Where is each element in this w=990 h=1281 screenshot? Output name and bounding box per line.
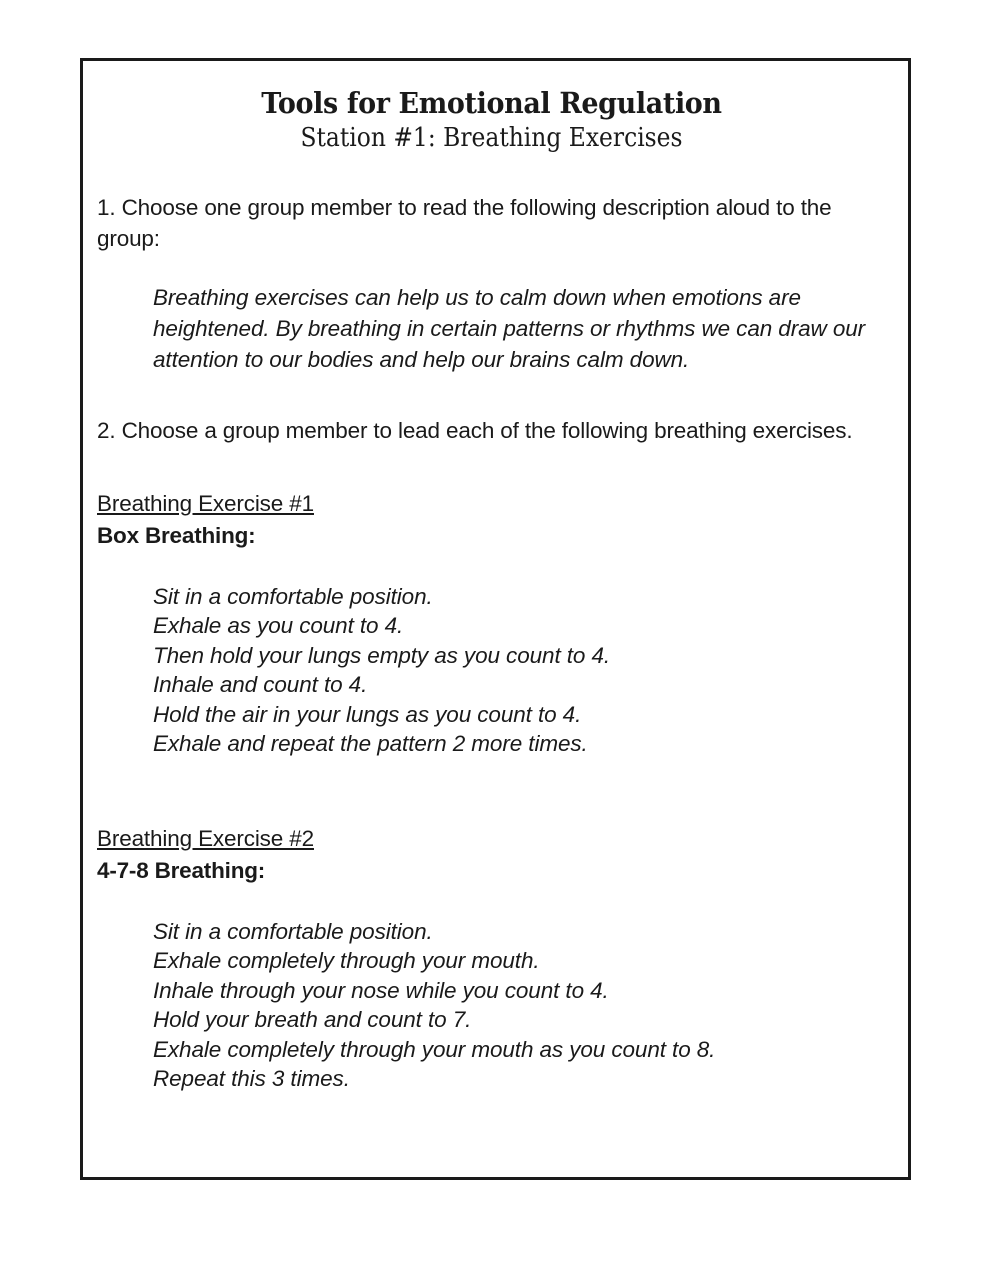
worksheet-page-frame — [80, 58, 911, 1180]
page-subtitle: Station #1: Breathing Exercises — [300, 123, 683, 154]
step-line: Sit in a comfortable position. — [153, 918, 433, 944]
exercise-label-1: Breathing Exercise #1 — [97, 490, 314, 516]
title-block — [97, 87, 886, 155]
step-line: Hold the air in your lungs as you count to 4. — [153, 701, 582, 727]
exercise-name-2: 4-7-8 Breathing: — [97, 857, 266, 883]
exercise-label-2: Breathing Exercise #2 — [97, 825, 314, 851]
step-line: Then hold your lungs empty as you count to 4. — [153, 642, 611, 668]
step-line: Exhale as you count to 4. — [153, 613, 404, 639]
step-line: Inhale and count to 4. — [153, 672, 368, 698]
step-line: Exhale and repeat the pattern 2 more times. — [153, 731, 588, 757]
instruction-step-2: 2. Choose a group member to lead each of the following breathing exercises. — [97, 417, 853, 443]
breathing-description-quote: Breathing exercises can help us to calm down when emotions are heightened. By breathing in certain patterns or rhythms we can draw our attention to our bodies and help our brains calm down. — [153, 284, 866, 372]
exercise-name-1: Box Breathing: — [97, 522, 256, 548]
exercise-label-wrapper-1 — [97, 489, 886, 519]
instruction-step-1: 1. Choose one group member to read the following description aloud to the group: — [97, 194, 832, 251]
step-line: Inhale through your nose while you count to 4. — [153, 977, 609, 1003]
page-title: Tools for Emotional Regulation — [261, 86, 722, 120]
step-line: Exhale completely through your mouth as you count to 8. — [153, 1036, 716, 1062]
step-line: Hold your breath and count to 7. — [153, 1007, 472, 1033]
exercise-section-1 — [97, 489, 886, 759]
exercise-section-2 — [97, 824, 886, 1094]
exercise-steps-1 — [153, 582, 886, 759]
step-line: Repeat this 3 times. — [153, 1066, 350, 1092]
worksheet-content — [97, 61, 886, 1094]
step-line: Exhale completely through your mouth. — [153, 948, 540, 974]
exercise-steps-2 — [153, 917, 886, 1094]
step-line: Sit in a comfortable position. — [153, 583, 433, 609]
exercise-label-wrapper-2 — [97, 824, 886, 854]
